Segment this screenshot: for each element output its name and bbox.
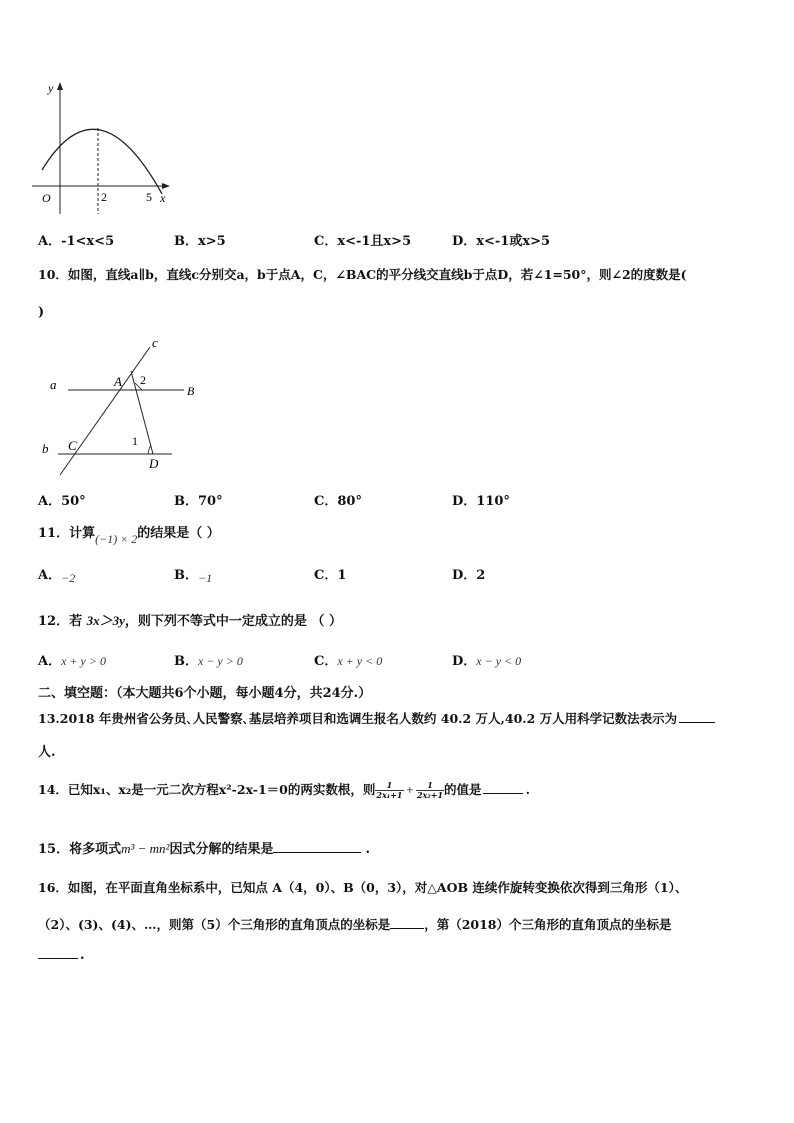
q12-prefix: 12．若: [38, 614, 87, 629]
q9-option-a[interactable]: A．-1<x<5: [38, 234, 115, 249]
q11-option-b-label: B．: [174, 568, 198, 583]
q16-line2-part-b: ，第（2018）个三角形的直角顶点的坐标是: [424, 917, 672, 932]
q13-question-line1: [38, 709, 715, 727]
q11-expression: (−1) × 2: [95, 532, 138, 546]
q14-frac2-num: 1: [416, 781, 444, 791]
q14-end: .: [525, 782, 530, 797]
q14-fraction-2: [416, 781, 444, 800]
q9-y-label: y: [48, 81, 54, 95]
q14-plus: +: [405, 783, 414, 797]
q10-question-line1: 10．如图，直线a∥b，直线c分别交a，b于点A，C，∠BAC的平分线交直线b于点D，若∠1=50°，则∠2的度数是(: [38, 267, 687, 282]
q11-option-c[interactable]: C．1: [314, 568, 347, 583]
q12-option-c-value: x + y < 0: [337, 654, 383, 668]
q15-question: [38, 838, 370, 857]
q12-option-b[interactable]: [174, 650, 243, 669]
q9-origin-label: O: [42, 191, 51, 205]
q10-label-b: b: [42, 441, 49, 456]
q11-option-b-value: −1: [198, 571, 213, 585]
q12-option-d-label: D．: [452, 654, 477, 669]
q9-y-arrow: [57, 82, 63, 90]
section2-title: 二、填空题：（本大题共6个小题，每小题4分，共24分.）: [38, 686, 372, 701]
q15-suffix: 因式分解的结果是: [169, 842, 274, 857]
q10-line-c: [60, 347, 150, 475]
q12-option-c[interactable]: [314, 650, 382, 669]
q16-line2-part-a: （2）、(3)、(4)、…，则第（5）个三角形的直角顶点的坐标是: [38, 917, 391, 932]
q12-option-d[interactable]: [452, 650, 521, 669]
q11-prefix: 11．计算: [38, 526, 96, 541]
q12-question: [38, 610, 342, 629]
q16-answer-blank-2[interactable]: [38, 946, 78, 959]
q10-label-B: B: [187, 384, 195, 398]
q10-option-a[interactable]: A．50°: [38, 494, 86, 509]
q10-option-c[interactable]: C．80°: [314, 494, 362, 509]
q12-option-a-value: x + y > 0: [61, 654, 106, 668]
q11-option-a[interactable]: [38, 564, 75, 583]
q10-option-b[interactable]: B．70°: [174, 494, 223, 509]
q9-tick-2: 2: [101, 190, 107, 204]
q16-question-line3: [38, 946, 85, 963]
q11-suffix: 的结果是（ ）: [137, 526, 220, 541]
q12-suffix: ，则下列不等式中一定成立的是 （ ）: [124, 614, 342, 629]
q11-question: [38, 522, 220, 546]
q15-expression: m³ − mn²: [121, 841, 170, 856]
q16-answer-blank-1[interactable]: [390, 916, 424, 929]
q9-x-arrow: [162, 183, 170, 189]
q10-label-2: 2: [140, 373, 146, 387]
q15-answer-blank[interactable]: [273, 840, 361, 853]
q14-frac2-den: 2x₂+1: [416, 790, 444, 800]
q12-option-b-label: B．: [174, 654, 198, 669]
q11-option-d[interactable]: D．2: [452, 568, 486, 583]
q9-x-label: x: [160, 191, 166, 205]
q10-option-d[interactable]: D．110°: [452, 494, 510, 509]
q14-answer-blank[interactable]: [483, 781, 523, 794]
q10-parallel-lines-figure: [36, 333, 216, 483]
q10-label-1: 1: [132, 434, 138, 448]
q15-prefix: 15．将多项式: [38, 842, 122, 857]
q10-label-a: a: [50, 377, 57, 392]
q10-question-line2: ): [38, 305, 45, 320]
q10-label-C: C: [68, 438, 77, 453]
q12-option-b-value: x − y > 0: [198, 654, 243, 668]
q14-suffix: 的值是: [444, 782, 482, 797]
q14-frac1-den: 2x₁+1: [376, 790, 403, 800]
q9-option-d[interactable]: D．x<-1或x>5: [452, 234, 551, 249]
q14-frac1-num: 1: [375, 781, 403, 791]
q13-question-line2: 人.: [38, 745, 56, 760]
q12-condition: 3x＞3y: [86, 613, 125, 628]
q16-question-line2: [38, 915, 672, 933]
q14-question: [38, 780, 530, 800]
q10-label-c: c: [152, 335, 158, 350]
q12-option-c-label: C．: [314, 654, 338, 669]
q10-label-A: A: [114, 374, 122, 389]
q11-option-b[interactable]: [174, 564, 212, 583]
q15-end: .: [365, 842, 370, 857]
q11-option-a-label: A．: [38, 568, 62, 583]
q10-label-D: D: [149, 456, 159, 471]
q10-angle-1-mark: [148, 445, 151, 454]
q13-answer-blank[interactable]: [679, 710, 715, 723]
q9-option-c[interactable]: C．x<-1且x>5: [314, 234, 412, 249]
q14-fraction-1: [375, 781, 403, 800]
q16-end: .: [80, 948, 85, 963]
q13-line1-text: 13.2018 年贵州省公务员､人民警察､基层培养项目和选调生报名人数约 40.2 万人,40.2 万人用科学记数法表示为: [38, 711, 678, 726]
q12-option-a-label: A．: [38, 654, 62, 669]
q9-parabola-figure: [30, 78, 180, 218]
q9-tick-5: 5: [146, 190, 152, 204]
q11-option-a-value: −2: [61, 571, 76, 585]
q14-prefix: 14．已知x₁、x₂是一元二次方程x²-2x-1＝0的两实数根，则: [38, 782, 376, 797]
q16-question-line1: 16．如图，在平面直角坐标系中，已知点 A（4，0）、B（0，3），对△AOB 连续作旋转变换依次得到三角形（1）、: [38, 880, 688, 895]
q12-option-a[interactable]: [38, 650, 106, 669]
q9-option-b[interactable]: B．x>5: [174, 234, 226, 249]
q12-option-d-value: x − y < 0: [476, 654, 522, 668]
